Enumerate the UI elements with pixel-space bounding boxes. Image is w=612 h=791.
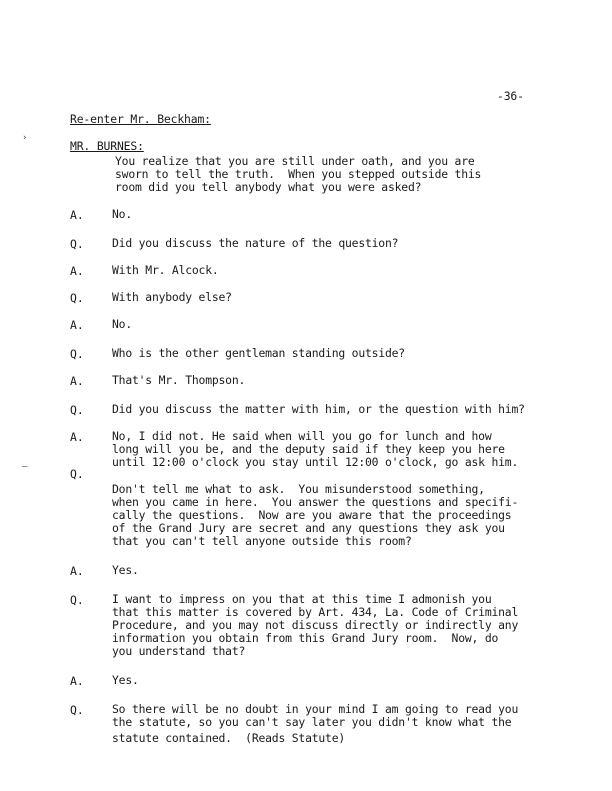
speaker-label: MR. BURNES: <box>70 139 144 153</box>
intro-line: sworn to tell the truth. When you stepped outside this <box>115 167 482 181</box>
exchange-label: Q. <box>70 237 84 251</box>
exchange-line: Did you discuss the nature of the question? <box>112 236 399 250</box>
exchange-line: With anybody else? <box>112 290 232 304</box>
margin-mark: › <box>22 133 28 143</box>
exchange-label: A. <box>70 264 84 278</box>
exchange-line: you understand that? <box>112 644 246 658</box>
exchange-label: Q. <box>70 703 84 717</box>
exchange-line: Did you discuss the matter with him, or the question with him? <box>112 402 525 416</box>
exchange-line: Procedure, and you may not discuss directly or indirectly any <box>112 618 519 632</box>
exchange-line: cally the questions. Now are you aware that the proceedings <box>112 508 512 522</box>
margin-mark: – <box>22 462 28 472</box>
exchange-label: Q. <box>70 467 84 481</box>
exchange-line: So there will be no doubt in your mind I am going to read you <box>112 702 519 716</box>
exchange-label: A. <box>70 374 84 388</box>
exchange-label: A. <box>70 208 84 222</box>
exchange-line: Don't tell me what to ask. You misunderstood something, <box>112 482 485 496</box>
exchange-label: Q. <box>70 593 84 607</box>
section-heading: Re-enter Mr. Beckham: <box>70 112 211 126</box>
exchange-line: when you came in here. You answer the questions and specifi- <box>112 495 519 509</box>
exchange-line: No. <box>112 207 132 221</box>
exchange-label: Q. <box>70 347 84 361</box>
exchange-label: Q. <box>70 291 84 305</box>
exchange-line: of the Grand Jury are secret and any questions they ask you <box>112 521 505 535</box>
intro-line: You realize that you are still under oath, and you are <box>115 154 475 168</box>
exchange-line: I want to impress on you that at this time I admonish you <box>112 592 492 606</box>
exchange-line: No. <box>112 317 132 331</box>
exchange-line: That's Mr. Thompson. <box>112 373 246 387</box>
exchange-line: that this matter is covered by Art. 434, La. Code of Criminal <box>112 605 519 619</box>
exchange-line: the statute, so you can't say later you didn't know what the <box>112 715 512 729</box>
exchange-line: that you can't tell anyone outside this room? <box>112 534 412 548</box>
exchange-line: statute contained. (Reads Statute) <box>112 731 346 745</box>
intro-line: room did you tell anybody what you were asked? <box>115 180 422 194</box>
exchange-label: A. <box>70 564 84 578</box>
exchange-line: No, I did not. He said when will you go for lunch and how <box>112 429 492 443</box>
exchange-line: long will you be, and the deputy said if they keep you here <box>112 442 505 456</box>
page-number: -36- <box>497 89 524 103</box>
exchange-line: Who is the other gentleman standing outside? <box>112 346 405 360</box>
exchange-line: until 12:00 o'clock you stay until 12:00 o'clock, go ask him. <box>112 455 519 469</box>
exchange-line: With Mr. Alcock. <box>112 263 219 277</box>
exchange-label: Q. <box>70 403 84 417</box>
exchange-label: A. <box>70 674 84 688</box>
exchange-line: information you obtain from this Grand Jury room. Now, do <box>112 631 499 645</box>
exchange-line: Yes. <box>112 563 139 577</box>
exchange-line: Yes. <box>112 673 139 687</box>
exchange-label: A. <box>70 318 84 332</box>
exchange-label: A. <box>70 430 84 444</box>
